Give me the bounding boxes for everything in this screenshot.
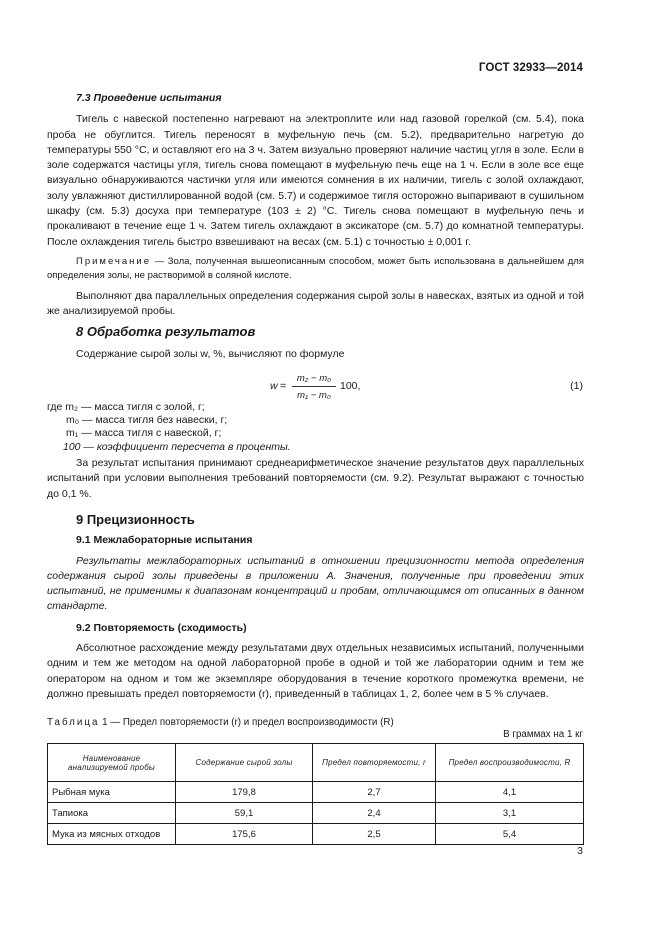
formula-numerator: m₂ − m₀ [292, 373, 336, 387]
section-9-2-text: Абсолютное расхождение между результатами двух отдельных независимых испытаний, полученными одним и тем же методом на одной лабораторной пробе в одной и той же лаборатории одним и тем же оператором на одном и том же экземпляре оборудования в течение короткого промежутка времени, не должно превышать предел повторяемости (r), приведенный в таблицах 1, 2, более чем в 5 % случаев. [47, 642, 584, 700]
formula-equals: = [280, 380, 287, 392]
table-caption-label: Таблица [47, 717, 100, 728]
cell-reproducibility: 4,1 [436, 782, 584, 803]
formula-intro: Содержание сырой золы w, %, вычисляют по формуле [76, 348, 345, 361]
cell-ash-content: 175,6 [176, 824, 313, 845]
variable-definitions [47, 401, 291, 454]
cell-repeatability: 2,5 [313, 824, 436, 845]
page-number: 3 [577, 845, 583, 857]
definition-m2: где m₂ — масса тигля с золой, г; [47, 401, 205, 413]
section-9 [47, 512, 584, 702]
definition-m1: m₁ — масса тигля с навеской, г; [66, 427, 222, 440]
definition-m0: m₀ — масса тигля без навески, г; [66, 414, 228, 427]
table-units: В граммах на 1 кг [503, 729, 583, 740]
header-reproducibility: Предел воспроизводимости, R [436, 744, 584, 782]
table-caption [47, 717, 394, 728]
precision-table [47, 743, 584, 845]
section-9-1-title: 9.1 Межлабораторные испытания [76, 534, 253, 547]
section-9-1-text: Результаты межлабораторных испытаний в отношении прецизионности метода определения содержания сырой золы приведены в приложении А. Значения, полученные при проведении этих испытаний, не применимы к диапазонам концентраций и пробам, отличающимся от описанных в данном стандарте. [47, 554, 584, 613]
cell-ash-content: 179,8 [176, 782, 313, 803]
cell-reproducibility: 3,1 [436, 803, 584, 824]
table-header-row [48, 744, 584, 782]
standard-header: ГОСТ 32933—2014 [478, 62, 583, 74]
cell-sample: Мука из мясных отходов [48, 824, 176, 845]
section-9-2-title: 9.2 Повторяемость (сходимость) [76, 621, 247, 634]
header-sample: Наименование анализируемой пробы [48, 744, 176, 782]
table-row [48, 803, 584, 824]
formula [270, 373, 570, 409]
definition-100: 100 — коэффициент пересчета в проценты. [63, 440, 291, 453]
formula-denominator: m₁ − m₀ [297, 390, 331, 401]
cell-sample: Тапиока [48, 803, 176, 824]
section-9-title: 9 Прецизионность [76, 512, 195, 527]
section-7-3-title: 7.3 Проведение испытания [76, 92, 222, 104]
note [47, 255, 584, 283]
cell-sample: Рыбная мука [48, 782, 176, 803]
section-7-3-paragraph: Тигель с навеской постепенно нагревают на электроплите или над газовой горелкой (см. 5.4), пока проба не обуглится. Тигель переносят в муфельную печь (см. 5.2), предварительно нагретую до температуры 550 °С, и оставляют его на 3 ч. Затем визуально проверяют наличие частиц угля в золе. Если в золе содержатся частицы угля, тигель снова помещают в муфельную печь еще на 1 ч. Если в золе все еще визуально обнаруживаются частички угля или имеются сомнения в их наличии, тигель с золой охлаждают, золу увлажняют дистиллированной водой (см. 5.7) и содержимое тигля осторожно выпаривают в сушильном шкафу (см. 5.3) досуха при температуре (103 ± 2) °С. Тигель снова помещают в муфельную печь и прокаливают в течение еще 1 ч. Затем тигель охлаждают в эксикаторе (см. 5.7) до комнатной температуры. После охлаждения тигель быстро взвешивают на весах (см. 5.1) с точностью ± 0,001 г. [47, 113, 584, 248]
section-7-3-paragraph-2: Выполняют два параллельных определения содержания сырой золы в навесках, взятых из одной и той же анализируемой пробы. [47, 289, 584, 318]
formula-factor: 100, [340, 380, 361, 392]
cell-repeatability: 2,7 [313, 782, 436, 803]
cell-reproducibility: 5,4 [436, 824, 584, 845]
note-text: — Зола, полученная вышеописанным способом, может быть использована в дальнейшем для определения золы, не растворимой в соляной кислоте. [47, 255, 584, 281]
cell-ash-content: 59,1 [176, 803, 313, 824]
table-row [48, 824, 584, 845]
section-8-title: 8 Обработка результатов [76, 324, 256, 339]
note-label: Примечание [76, 255, 151, 267]
section-7-3 [47, 91, 584, 320]
result-paragraph: За результат испытания принимают среднеарифметическое значение результатов двух параллельных испытаний при условии выполнения требований повторяемости (см. 9.2). Результат выражают с точностью до 0,1 %. [47, 457, 584, 500]
formula-fraction [292, 373, 336, 401]
equation-number: (1) [570, 380, 583, 392]
cell-repeatability: 2,4 [313, 803, 436, 824]
table-caption-text: 1 — Предел повторяемости (r) и предел воспроизводимости (R) [102, 717, 394, 728]
section-8 [47, 324, 584, 363]
formula-lhs: w [270, 380, 278, 392]
header-ash-content: Содержание сырой золы [176, 744, 313, 782]
header-repeatability: Предел повторяемости, r [313, 744, 436, 782]
result-paragraph-block [47, 456, 584, 502]
table-row [48, 782, 584, 803]
